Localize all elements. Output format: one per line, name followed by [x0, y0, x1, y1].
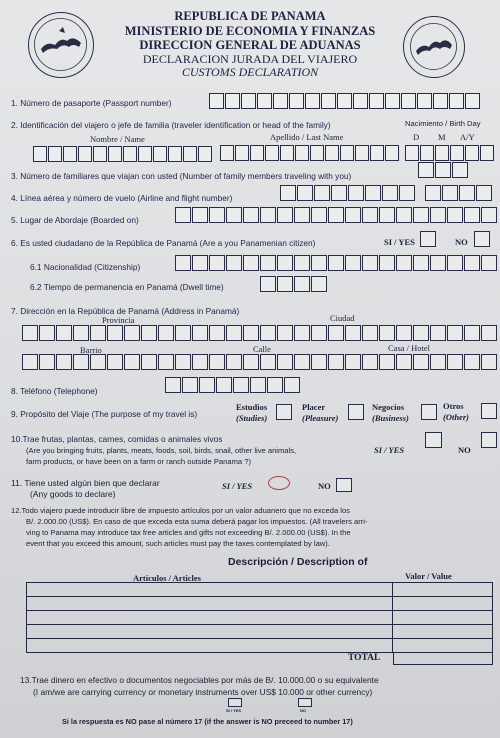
char-box[interactable] [399, 185, 415, 201]
first-name-label: Nombre / Name [90, 134, 145, 144]
purpose-label: 9. Propósito del Viaje (The purpose of my travel is) [11, 409, 198, 419]
char-box[interactable] [216, 377, 232, 393]
char-box[interactable] [141, 325, 157, 341]
other-label: Otros [443, 401, 464, 411]
char-box[interactable] [420, 145, 434, 161]
char-box[interactable] [93, 146, 107, 162]
char-box[interactable] [277, 255, 293, 271]
char-box[interactable] [413, 354, 429, 370]
telephone-field[interactable] [165, 377, 301, 393]
char-box[interactable] [464, 207, 480, 223]
table-row[interactable] [27, 611, 493, 625]
char-box[interactable] [362, 325, 378, 341]
char-box[interactable] [209, 354, 225, 370]
char-box[interactable] [314, 185, 330, 201]
char-box[interactable] [107, 354, 123, 370]
char-box[interactable] [22, 325, 38, 341]
char-box[interactable] [379, 207, 395, 223]
char-box[interactable] [418, 162, 434, 178]
char-box[interactable] [243, 354, 259, 370]
first-name-field[interactable] [33, 146, 213, 162]
char-box[interactable] [226, 325, 242, 341]
pleasure-sub-label: (Pleasure) [302, 413, 339, 423]
char-box[interactable] [328, 207, 344, 223]
char-box[interactable] [311, 207, 327, 223]
char-box[interactable] [243, 325, 259, 341]
currency-yes-checkbox[interactable] [228, 698, 242, 707]
char-box[interactable] [465, 93, 480, 109]
char-box[interactable] [464, 255, 480, 271]
char-box[interactable] [226, 255, 242, 271]
airline-field[interactable] [280, 185, 416, 201]
char-box[interactable] [78, 146, 92, 162]
allowance-text-1: 12.Todo viajero puede introducir libre de impuesto artículos por un valor aduanero que no exceda los [11, 506, 350, 515]
address-label: 7. Dirección en la República de Panamá (Address in Panamá) [11, 306, 240, 316]
goods-declare-label: 11. Tiene usted algún bien que declarar [11, 478, 160, 488]
char-box[interactable] [480, 145, 494, 161]
char-box[interactable] [294, 325, 310, 341]
char-box[interactable] [295, 145, 309, 161]
char-box[interactable] [362, 207, 378, 223]
char-box[interactable] [277, 325, 293, 341]
char-box[interactable] [396, 325, 412, 341]
char-box[interactable] [209, 207, 225, 223]
char-box[interactable] [417, 93, 432, 109]
goods-yes-label: SI / YES [222, 481, 253, 491]
char-box[interactable] [311, 255, 327, 271]
char-box[interactable] [311, 276, 327, 292]
char-box[interactable] [433, 93, 448, 109]
char-box[interactable] [379, 354, 395, 370]
char-box[interactable] [73, 325, 89, 341]
char-box[interactable] [345, 207, 361, 223]
char-box[interactable] [124, 354, 140, 370]
char-box[interactable] [362, 354, 378, 370]
table-row[interactable] [27, 597, 493, 611]
char-box[interactable] [158, 354, 174, 370]
char-box[interactable] [220, 145, 234, 161]
business-sub-label: (Business) [372, 413, 409, 423]
char-box[interactable] [396, 354, 412, 370]
boarded-on-field[interactable] [175, 207, 498, 223]
char-box[interactable] [321, 93, 336, 109]
char-box[interactable] [48, 146, 62, 162]
char-box[interactable] [73, 354, 89, 370]
pleasure-checkbox[interactable] [348, 404, 364, 420]
city-label: Ciudad [330, 313, 355, 323]
char-box[interactable] [241, 93, 256, 109]
char-box[interactable] [192, 255, 208, 271]
char-box[interactable] [294, 354, 310, 370]
char-box[interactable] [425, 185, 441, 201]
char-box[interactable] [267, 377, 283, 393]
char-box[interactable] [413, 325, 429, 341]
agri-question-label: 10.Trae frutas, plantas, carnes, comidas o animales vivos [11, 434, 223, 444]
char-box[interactable] [90, 325, 106, 341]
birth-date-field[interactable] [405, 145, 495, 161]
char-box[interactable] [430, 325, 446, 341]
char-box[interactable] [226, 207, 242, 223]
goods-declare-en: (Any goods to declare) [30, 489, 116, 499]
char-box[interactable] [369, 93, 384, 109]
char-box[interactable] [452, 162, 468, 178]
district-label: Barrio [80, 345, 102, 355]
char-box[interactable] [450, 145, 464, 161]
char-box[interactable] [396, 255, 412, 271]
char-box[interactable] [257, 93, 272, 109]
char-box[interactable] [168, 146, 182, 162]
total-label: TOTAL [348, 653, 381, 663]
char-box[interactable] [158, 325, 174, 341]
char-box[interactable] [243, 207, 259, 223]
dwell-time-field[interactable] [260, 276, 328, 292]
char-box[interactable] [345, 354, 361, 370]
other-checkbox[interactable] [481, 403, 497, 419]
char-box[interactable] [442, 185, 458, 201]
family-members-field[interactable] [418, 162, 469, 178]
char-box[interactable] [481, 325, 497, 341]
month-label: M [438, 132, 446, 142]
char-box[interactable] [183, 146, 197, 162]
char-box[interactable] [305, 93, 320, 109]
char-box[interactable] [226, 354, 242, 370]
char-box[interactable] [108, 146, 122, 162]
char-box[interactable] [481, 354, 497, 370]
char-box[interactable] [138, 146, 152, 162]
citizen-yes-label: SI / YES [384, 237, 415, 247]
char-box[interactable] [260, 354, 276, 370]
char-box[interactable] [447, 255, 463, 271]
agri-question-en-2: farm products, or have been on a farm or ranch outside Panama ?) [26, 457, 251, 466]
header-direction: DIRECCION GENERAL DE ADUANAS [139, 38, 361, 52]
char-box[interactable] [235, 145, 249, 161]
char-box[interactable] [447, 207, 463, 223]
char-box[interactable] [465, 145, 479, 161]
char-box[interactable] [328, 255, 344, 271]
char-box[interactable] [459, 185, 475, 201]
char-box[interactable] [280, 145, 294, 161]
house-hotel-label: Casa / Hotel [388, 343, 431, 353]
char-box[interactable] [22, 354, 38, 370]
char-box[interactable] [355, 145, 369, 161]
passport-number-field[interactable] [209, 93, 481, 109]
char-box[interactable] [175, 354, 191, 370]
char-box[interactable] [39, 354, 55, 370]
char-box[interactable] [325, 145, 339, 161]
char-box[interactable] [33, 146, 47, 162]
value-header: Valor / Value [405, 571, 452, 581]
char-box[interactable] [280, 185, 296, 201]
char-box[interactable] [345, 325, 361, 341]
char-box[interactable] [243, 255, 259, 271]
char-box[interactable] [199, 377, 215, 393]
birth-day-label: Nacimiento / Birth Day [405, 119, 481, 128]
char-box[interactable] [165, 377, 181, 393]
citizen-no-label: NO [455, 237, 468, 247]
agri-yes-label: SI / YES [374, 445, 405, 455]
goods-no-label: NO [318, 481, 331, 491]
allowance-text-4: event that you exceed this amount, such articles must pay the taxes contemplated by law). [26, 539, 330, 548]
table-row[interactable] [27, 583, 493, 597]
studies-checkbox[interactable] [276, 404, 292, 420]
char-box[interactable] [63, 146, 77, 162]
year-label: A/Y [460, 132, 475, 142]
char-box[interactable] [328, 354, 344, 370]
form-title: CUSTOMS DECLARATION [181, 65, 319, 79]
char-box[interactable] [382, 185, 398, 201]
char-box[interactable] [379, 325, 395, 341]
flight-number-field[interactable] [425, 185, 493, 201]
airline-label: 4. Línea aérea y número de vuelo (Airline and flight number) [11, 193, 233, 203]
char-box[interactable] [396, 207, 412, 223]
char-box[interactable] [430, 354, 446, 370]
char-box[interactable] [311, 354, 327, 370]
traveler-id-label: 2. Identificación del viajero o jefe de familia (traveler identification or head of the family) [11, 120, 331, 130]
char-box[interactable] [90, 354, 106, 370]
char-box[interactable] [430, 207, 446, 223]
char-box[interactable] [405, 145, 419, 161]
studies-sub-label: (Studies) [236, 413, 268, 423]
char-box[interactable] [260, 207, 276, 223]
char-box[interactable] [385, 93, 400, 109]
business-checkbox[interactable] [421, 404, 437, 420]
char-box[interactable] [107, 325, 123, 341]
table-title: Descripción / Description of [228, 556, 368, 568]
passport-label: 1. Número de pasaporte (Passport number) [11, 98, 172, 108]
agri-no-label: NO [458, 445, 471, 455]
char-box[interactable] [348, 185, 364, 201]
char-box[interactable] [124, 325, 140, 341]
char-box[interactable] [413, 207, 429, 223]
char-box[interactable] [39, 325, 55, 341]
char-box[interactable] [277, 207, 293, 223]
char-box[interactable] [141, 354, 157, 370]
family-members-label: 3. Número de familiares que viajan con usted (Number of family members traveling with you) [11, 171, 352, 181]
footer-note: Si la respuesta es NO pase al número 17 (if the answer is NO preceed to number 17) [62, 717, 353, 726]
char-box[interactable] [447, 325, 463, 341]
total-field[interactable] [393, 652, 493, 665]
char-box[interactable] [345, 255, 361, 271]
char-box[interactable] [430, 255, 446, 271]
char-box[interactable] [265, 145, 279, 161]
char-box[interactable] [260, 255, 276, 271]
char-box[interactable] [260, 276, 276, 292]
char-box[interactable] [353, 93, 368, 109]
citizen-label: 6. Es usted ciudadano de la República de Panamá (Are a you Panamenian citizen) [11, 238, 316, 248]
char-box[interactable] [209, 325, 225, 341]
business-label: Negocios [372, 402, 405, 412]
char-box[interactable] [192, 207, 208, 223]
char-box[interactable] [481, 207, 497, 223]
province-label: Provincia [102, 315, 135, 325]
char-box[interactable] [153, 146, 167, 162]
char-box[interactable] [297, 185, 313, 201]
char-box[interactable] [340, 145, 354, 161]
goods-yes-radio[interactable] [268, 476, 290, 490]
char-box[interactable] [379, 255, 395, 271]
char-box[interactable] [294, 276, 310, 292]
char-box[interactable] [294, 255, 310, 271]
table-row[interactable] [27, 625, 493, 639]
currency-no-checkbox[interactable] [298, 698, 312, 707]
char-box[interactable] [294, 207, 310, 223]
studies-label: Estudios [236, 402, 268, 412]
char-box[interactable] [277, 276, 293, 292]
char-box[interactable] [273, 93, 288, 109]
other-sub-label: (Other) [443, 412, 469, 422]
char-box[interactable] [175, 325, 191, 341]
last-name-label: Apellido / Last Name [270, 132, 344, 142]
char-box[interactable] [289, 93, 304, 109]
char-box[interactable] [182, 377, 198, 393]
char-box[interactable] [435, 162, 451, 178]
char-box[interactable] [277, 354, 293, 370]
char-box[interactable] [362, 255, 378, 271]
goods-no-checkbox[interactable] [336, 478, 352, 492]
currency-question-label: 13.Trae dinero en efectivo o documentos negociables por más de B/. 10.000.00 o su equivalente [20, 675, 379, 685]
citizenship-label: 6.1 Nacionalidad (Citizenship) [30, 262, 141, 272]
currency-no-label: NO [300, 708, 306, 713]
char-box[interactable] [209, 93, 224, 109]
char-box[interactable] [328, 325, 344, 341]
char-box[interactable] [435, 145, 449, 161]
articles-table [26, 582, 493, 653]
char-box[interactable] [175, 207, 191, 223]
char-box[interactable] [225, 93, 240, 109]
char-box[interactable] [56, 354, 72, 370]
boarded-on-label: 5. Lugar de Abordaje (Boarded on) [11, 215, 139, 225]
char-box[interactable] [209, 255, 225, 271]
char-box[interactable] [413, 255, 429, 271]
char-box[interactable] [284, 377, 300, 393]
char-box[interactable] [337, 93, 352, 109]
allowance-text-3: ving to Panama may introduce tax free articles and gifts not exceeding B/. 2.000.00 (US$). In the [26, 528, 351, 537]
pleasure-label: Placer [302, 402, 326, 412]
char-box[interactable] [192, 354, 208, 370]
char-box[interactable] [198, 146, 212, 162]
char-box[interactable] [250, 377, 266, 393]
articles-header: Artículos / Articles [133, 573, 201, 583]
char-box[interactable] [401, 93, 416, 109]
char-box[interactable] [192, 325, 208, 341]
char-box[interactable] [311, 325, 327, 341]
char-box[interactable] [476, 185, 492, 201]
telephone-label: 8. Teléfono (Telephone) [11, 386, 98, 396]
char-box[interactable] [385, 145, 399, 161]
char-box[interactable] [331, 185, 347, 201]
char-box[interactable] [370, 145, 384, 161]
table-row[interactable] [27, 639, 493, 653]
agri-no-checkbox[interactable] [481, 432, 497, 448]
allowance-text-2: B/. 2.000.00 (US$). En caso de que exceda esta suma deberá pagar los impuestos. (All travelers arri- [26, 517, 368, 526]
header-declaration: DECLARACION JURADA DEL VIAJERO [142, 52, 358, 66]
char-box[interactable] [250, 145, 264, 161]
district-street-field[interactable] [22, 354, 498, 370]
char-box[interactable] [447, 354, 463, 370]
char-box[interactable] [233, 377, 249, 393]
citizenship-field[interactable] [175, 255, 498, 271]
day-label: D [413, 132, 420, 142]
char-box[interactable] [56, 325, 72, 341]
header-republic: REPUBLICA DE PANAMA [174, 9, 326, 23]
char-box[interactable] [365, 185, 381, 201]
currency-yes-label: SI / YES [226, 708, 242, 713]
agri-question-en-1: (Are you bringing fruits, plants, meats, foods, soil, birds, snail, other live animals, [26, 446, 297, 455]
province-city-field[interactable] [22, 325, 498, 341]
currency-question-en: (I am/we are carrying currency or monetary instruments over US$ 10.000 or other currency) [33, 687, 373, 697]
char-box[interactable] [449, 93, 464, 109]
char-box[interactable] [260, 325, 276, 341]
char-box[interactable] [464, 354, 480, 370]
citizen-no-checkbox[interactable] [474, 231, 490, 247]
header-ministry: MINISTERIO DE ECONOMIA Y FINANZAS [124, 24, 376, 38]
street-label: Calle [253, 344, 271, 354]
char-box[interactable] [175, 255, 191, 271]
char-box[interactable] [123, 146, 137, 162]
char-box[interactable] [310, 145, 324, 161]
citizen-yes-checkbox[interactable] [420, 231, 436, 247]
dwell-time-label: 6.2 Tiempo de permanencia en Panamá (Dwell time) [30, 282, 224, 292]
char-box[interactable] [464, 325, 480, 341]
last-name-field[interactable] [220, 145, 400, 161]
agri-yes-checkbox[interactable] [425, 432, 442, 448]
char-box[interactable] [481, 255, 497, 271]
